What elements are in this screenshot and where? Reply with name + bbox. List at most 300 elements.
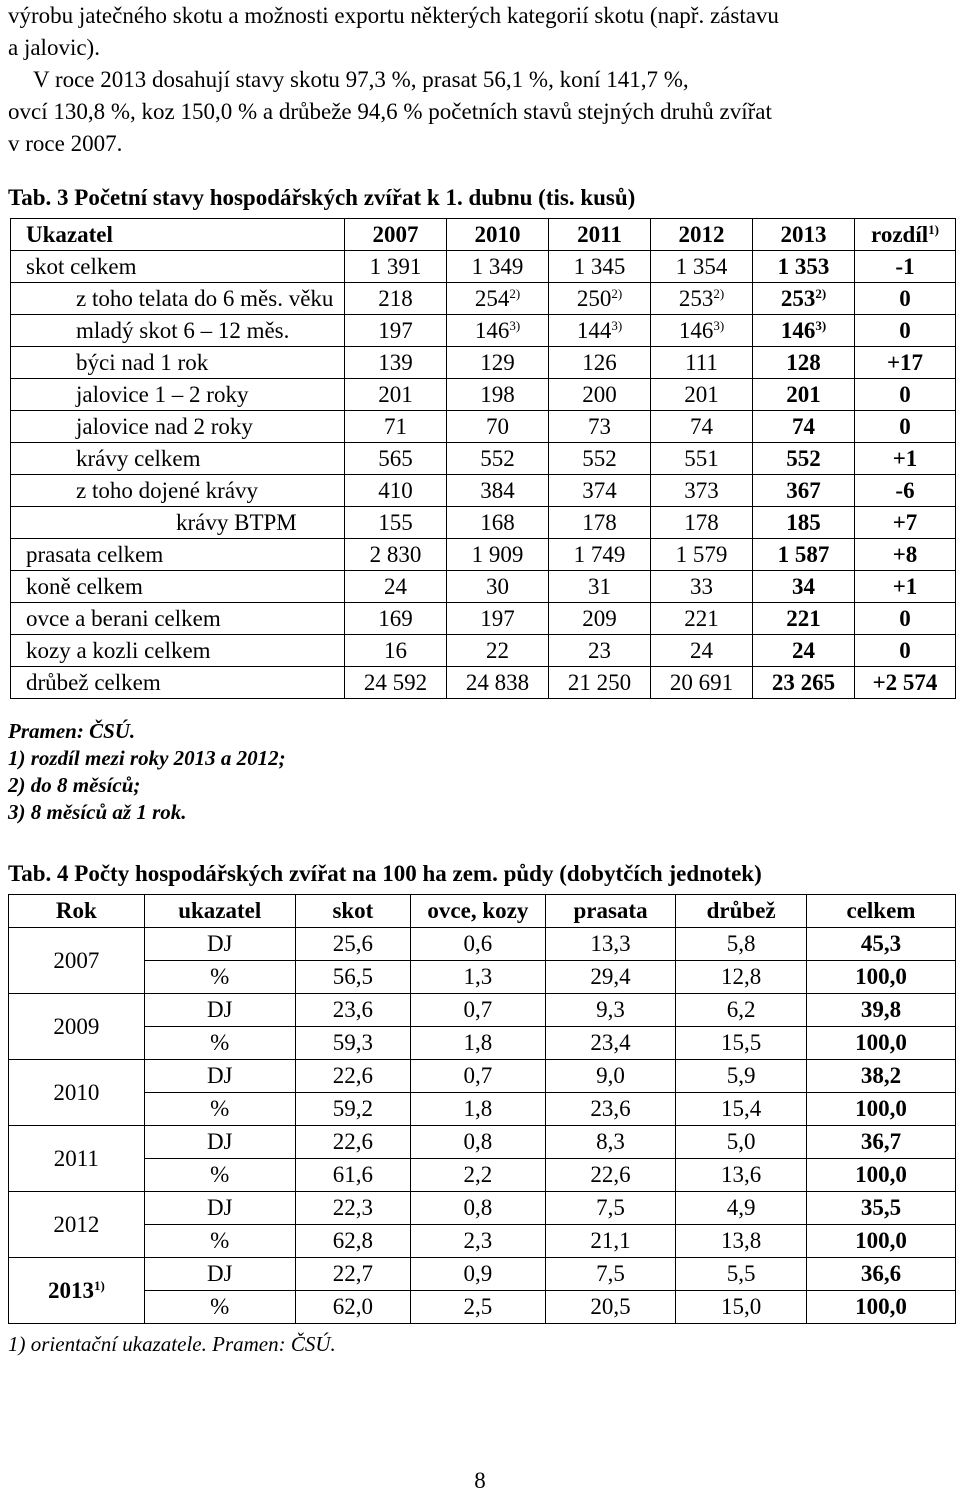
row-label: býci nad 1 rok — [11, 347, 345, 379]
table-cell — [447, 251, 549, 283]
table-cell — [855, 475, 956, 507]
total-cell: 45,3 — [806, 928, 955, 961]
table-cell — [651, 379, 753, 411]
table-cell — [753, 635, 855, 667]
cell-value: 1 579 — [675, 541, 728, 567]
table4-header-cell: ukazatel — [144, 895, 295, 928]
cell-value: 70 — [486, 413, 509, 439]
table-row — [9, 1060, 956, 1093]
table-cell — [447, 443, 549, 475]
table-cell — [549, 411, 651, 443]
table4-header-cell: Rok — [9, 895, 145, 928]
year-cell — [9, 1192, 145, 1258]
cell-value: 24 — [690, 637, 713, 663]
table-cell: 9,0 — [545, 1060, 676, 1093]
cell-value: 1 749 — [573, 541, 626, 567]
table4-header-cell: prasata — [545, 895, 676, 928]
cell-value: 374 — [582, 477, 617, 503]
cell-value: 33 — [690, 573, 713, 599]
table-cell: 22,6 — [545, 1159, 676, 1192]
table-cell: 6,2 — [676, 994, 807, 1027]
table-cell: 1,8 — [411, 1027, 546, 1060]
table-cell: 0,6 — [411, 928, 546, 961]
cell-value: 178 — [684, 509, 719, 535]
table4-caption: Tab. 4 Počty hospodářských zvířat na 100 ha zem. půdy (dobytčích jednotek) — [8, 861, 762, 886]
table-cell — [651, 411, 753, 443]
table3-header-cell: 2011 — [549, 219, 651, 251]
table-cell: 23,6 — [545, 1093, 676, 1126]
table-cell — [345, 379, 447, 411]
cell-value: 71 — [384, 413, 407, 439]
cell-value: 201 — [786, 381, 821, 407]
cell-value: 0 — [899, 381, 911, 407]
cell-value: 1 587 — [777, 541, 830, 567]
row-label: z toho dojené krávy — [11, 475, 345, 507]
table3-header-cell: 2007 — [345, 219, 447, 251]
table4 — [8, 894, 956, 1324]
table-row — [9, 1159, 956, 1192]
table-cell — [855, 347, 956, 379]
cell-value: 23 — [588, 637, 611, 663]
table3-header-cell: Ukazatel — [11, 219, 345, 251]
cell-value: 253 — [678, 285, 714, 311]
table-cell — [447, 571, 549, 603]
table-cell: 0,9 — [411, 1258, 546, 1291]
table-cell: 13,8 — [676, 1225, 807, 1258]
total-cell: 39,8 — [806, 994, 955, 1027]
table-cell — [549, 283, 651, 315]
table-cell: 0,8 — [411, 1126, 546, 1159]
table-cell — [549, 475, 651, 507]
footnote-marker: 3) — [713, 317, 725, 333]
table-cell — [651, 635, 753, 667]
table-cell — [447, 411, 549, 443]
table-cell — [549, 603, 651, 635]
table-cell — [549, 251, 651, 283]
total-cell: 36,7 — [806, 1126, 955, 1159]
cell-value: 0 — [899, 285, 911, 311]
cell-value: 21 250 — [567, 669, 632, 695]
cell-value: 126 — [582, 349, 617, 375]
intro-paragraph — [8, 0, 952, 160]
table-cell — [855, 315, 956, 347]
cell-value: 169 — [378, 605, 413, 631]
table-cell — [855, 507, 956, 539]
table-cell: 56,5 — [295, 961, 410, 994]
cell-value: +17 — [886, 349, 924, 375]
table-cell: 20,5 — [545, 1291, 676, 1324]
table-cell — [855, 539, 956, 571]
cell-value: 221 — [786, 605, 821, 631]
row-label: z toho telata do 6 měs. věku — [11, 283, 345, 315]
table-row — [11, 379, 956, 411]
table-row — [11, 443, 956, 475]
year-value: 2009 — [53, 1013, 100, 1039]
table-cell — [855, 379, 956, 411]
cell-value: -6 — [895, 477, 915, 503]
table-cell — [447, 603, 549, 635]
table4-header-cell: skot — [295, 895, 410, 928]
table-row — [11, 347, 956, 379]
table-cell: 5,8 — [676, 928, 807, 961]
total-cell: 100,0 — [806, 1291, 955, 1324]
footnote-marker: 2) — [815, 285, 827, 301]
cell-value: 384 — [480, 477, 515, 503]
cell-value: 23 265 — [771, 669, 836, 695]
total-cell: 36,6 — [806, 1258, 955, 1291]
table-cell: 2,2 — [411, 1159, 546, 1192]
table-cell: 12,8 — [676, 961, 807, 994]
cell-value: -1 — [895, 253, 915, 279]
row-label: koně celkem — [11, 571, 345, 603]
footnote-marker: 1) — [928, 221, 939, 237]
cell-value: 129 — [480, 349, 515, 375]
cell-value: 367 — [786, 477, 821, 503]
table-cell — [651, 347, 753, 379]
table-cell: 25,6 — [295, 928, 410, 961]
year-value: 2012 — [53, 1211, 100, 1237]
table-cell — [549, 507, 651, 539]
table-cell: 15,5 — [676, 1027, 807, 1060]
row-label: drůbež celkem — [11, 667, 345, 699]
cell-value: 178 — [582, 509, 617, 535]
table-cell — [447, 507, 549, 539]
cell-value: 198 — [480, 381, 515, 407]
total-cell: 100,0 — [806, 961, 955, 994]
table-cell — [753, 283, 855, 315]
cell-value: 2 830 — [369, 541, 422, 567]
note-line: 1) rozdíl mezi roky 2013 a 2012; — [8, 746, 286, 770]
table-cell — [753, 251, 855, 283]
cell-value: 0 — [899, 317, 911, 343]
table-cell — [651, 603, 753, 635]
footnote-marker: 3) — [611, 317, 623, 333]
cell-value: 0 — [899, 637, 911, 663]
table3-header-cell: 2010 — [447, 219, 549, 251]
cell-value: 20 691 — [669, 669, 734, 695]
intro-line: ovcí 130,8 %, koz 150,0 % a drůbeže 94,6 % početních stavů stejných druhů zvířat — [8, 99, 772, 124]
table-cell: 22,7 — [295, 1258, 410, 1291]
cell-value: 218 — [378, 285, 413, 311]
year-value: 2013 — [47, 1277, 94, 1303]
table-cell — [549, 571, 651, 603]
header-text: rozdíl — [871, 221, 929, 247]
cell-value: 155 — [378, 509, 413, 535]
cell-value: 1 354 — [675, 253, 728, 279]
row-label: krávy BTPM — [11, 507, 345, 539]
table-cell — [651, 539, 753, 571]
table-cell: 62,8 — [295, 1225, 410, 1258]
table-cell — [345, 507, 447, 539]
table-cell: 22,3 — [295, 1192, 410, 1225]
table-cell: 1,8 — [411, 1093, 546, 1126]
table-cell — [447, 475, 549, 507]
cell-value: 254 — [474, 285, 510, 311]
table-cell — [753, 539, 855, 571]
cell-value: +2 574 — [872, 669, 938, 695]
table-cell — [447, 635, 549, 667]
table-cell — [345, 539, 447, 571]
table-row — [11, 283, 956, 315]
table-cell — [855, 667, 956, 699]
total-cell: 100,0 — [806, 1027, 955, 1060]
year-cell — [9, 928, 145, 994]
table-cell — [753, 507, 855, 539]
table-cell — [753, 411, 855, 443]
indicator-cell: DJ — [144, 928, 295, 961]
table4-header-row — [9, 895, 956, 928]
cell-value: 74 — [690, 413, 713, 439]
indicator-cell: % — [144, 1027, 295, 1060]
table-cell — [855, 411, 956, 443]
table-cell: 1,3 — [411, 961, 546, 994]
table-cell: 0,7 — [411, 1060, 546, 1093]
table-cell: 7,5 — [545, 1258, 676, 1291]
indicator-cell: % — [144, 1225, 295, 1258]
cell-value: 552 — [480, 445, 515, 471]
indicator-cell: DJ — [144, 1060, 295, 1093]
cell-value: 146 — [780, 317, 816, 343]
intro-line: v roce 2007. — [8, 131, 123, 156]
table-cell — [855, 283, 956, 315]
total-cell: 38,2 — [806, 1060, 955, 1093]
table-row — [9, 1192, 956, 1225]
table-cell — [651, 475, 753, 507]
table-row — [9, 994, 956, 1027]
table-cell — [651, 443, 753, 475]
table-cell — [651, 667, 753, 699]
cell-value: 185 — [786, 509, 821, 535]
table-cell — [447, 315, 549, 347]
note-line: Pramen: ČSÚ. — [8, 719, 136, 743]
table3-header-cell — [855, 219, 956, 251]
cell-value: 1 345 — [573, 253, 626, 279]
table3 — [10, 218, 956, 699]
table-cell — [447, 667, 549, 699]
table-cell — [651, 283, 753, 315]
table-cell — [447, 379, 549, 411]
table-cell — [855, 603, 956, 635]
total-cell: 100,0 — [806, 1225, 955, 1258]
table-row — [11, 571, 956, 603]
table-cell: 7,5 — [545, 1192, 676, 1225]
table-cell — [753, 603, 855, 635]
table-cell — [651, 315, 753, 347]
table-cell: 13,6 — [676, 1159, 807, 1192]
table-cell — [345, 571, 447, 603]
table-cell: 59,3 — [295, 1027, 410, 1060]
table-cell — [651, 507, 753, 539]
table-cell: 22,6 — [295, 1126, 410, 1159]
year-cell — [9, 1126, 145, 1192]
footnote-marker: 2) — [509, 285, 521, 301]
year-value: 2007 — [53, 947, 100, 973]
year-value: 2011 — [53, 1145, 99, 1171]
table-cell — [345, 443, 447, 475]
cell-value: 139 — [378, 349, 413, 375]
indicator-cell: DJ — [144, 1258, 295, 1291]
year-cell — [9, 1258, 145, 1324]
table-cell: 2,3 — [411, 1225, 546, 1258]
table3-header-cell: 2013 — [753, 219, 855, 251]
year-value: 2010 — [53, 1079, 100, 1105]
cell-value: +8 — [892, 541, 918, 567]
intro-line: V roce 2013 dosahují stavy skotu 97,3 %, prasat 56,1 %, koní 141,7 %, — [33, 67, 689, 92]
intro-line: a jalovic). — [8, 35, 100, 60]
cell-value: +1 — [892, 445, 918, 471]
cell-value: 30 — [486, 573, 509, 599]
indicator-cell: % — [144, 1093, 295, 1126]
table3-header-cell: 2012 — [651, 219, 753, 251]
cell-value: 34 — [792, 573, 815, 599]
table-cell — [549, 347, 651, 379]
row-label: jalovice 1 – 2 roky — [11, 379, 345, 411]
indicator-cell: DJ — [144, 1192, 295, 1225]
cell-value: 1 391 — [369, 253, 422, 279]
table-cell: 4,9 — [676, 1192, 807, 1225]
table-row — [9, 961, 956, 994]
table-cell — [651, 251, 753, 283]
cell-value: 201 — [378, 381, 413, 407]
table-cell: 8,3 — [545, 1126, 676, 1159]
table-cell — [345, 411, 447, 443]
cell-value: 552 — [786, 445, 821, 471]
table-cell: 62,0 — [295, 1291, 410, 1324]
table-row — [11, 507, 956, 539]
cell-value: 144 — [576, 317, 612, 343]
cell-value: 410 — [378, 477, 413, 503]
table3-caption: Tab. 3 Početní stavy hospodářských zvířat k 1. dubnu (tis. kusů) — [8, 185, 636, 210]
table-cell — [855, 443, 956, 475]
cell-value: 111 — [685, 349, 718, 375]
cell-value: 1 353 — [777, 253, 830, 279]
table-row — [9, 1225, 956, 1258]
cell-value: 565 — [378, 445, 413, 471]
table-cell: 9,3 — [545, 994, 676, 1027]
table-cell — [855, 635, 956, 667]
table-cell — [447, 539, 549, 571]
row-label: krávy celkem — [11, 443, 345, 475]
cell-value: 0 — [899, 605, 911, 631]
table3-notes — [8, 718, 286, 826]
table-cell — [855, 571, 956, 603]
total-cell: 100,0 — [806, 1093, 955, 1126]
table-cell — [753, 667, 855, 699]
cell-value: 209 — [582, 605, 617, 631]
table-row — [9, 1258, 956, 1291]
footnote-marker: 2) — [611, 285, 623, 301]
footnote-marker: 3) — [815, 317, 827, 333]
table-row — [11, 315, 956, 347]
cell-value: 253 — [780, 285, 816, 311]
table-row — [9, 1291, 956, 1324]
table-cell — [753, 571, 855, 603]
total-cell: 35,5 — [806, 1192, 955, 1225]
table-row — [11, 635, 956, 667]
table4-header-cell: drůbež — [676, 895, 807, 928]
table-cell: 13,3 — [545, 928, 676, 961]
table4-header-cell: ovce, kozy — [411, 895, 546, 928]
indicator-cell: % — [144, 961, 295, 994]
table4-header-cell: celkem — [806, 895, 955, 928]
cell-value: 552 — [582, 445, 617, 471]
page-number: 8 — [474, 1468, 486, 1493]
cell-value: 146 — [474, 317, 510, 343]
table-cell — [345, 667, 447, 699]
cell-value: 24 — [792, 637, 815, 663]
table-row — [11, 603, 956, 635]
row-label: ovce a berani celkem — [11, 603, 345, 635]
year-cell — [9, 994, 145, 1060]
indicator-cell: % — [144, 1291, 295, 1324]
cell-value: 201 — [684, 381, 719, 407]
intro-line: výrobu jatečného skotu a možnosti exportu některých kategorií skotu (např. zástavu — [8, 3, 779, 28]
table-cell — [549, 443, 651, 475]
table-cell: 15,4 — [676, 1093, 807, 1126]
table-cell — [753, 315, 855, 347]
table-cell: 59,2 — [295, 1093, 410, 1126]
table-cell: 23,6 — [295, 994, 410, 1027]
cell-value: 73 — [588, 413, 611, 439]
row-label: mladý skot 6 – 12 měs. — [11, 315, 345, 347]
table-row — [11, 411, 956, 443]
table-row — [11, 475, 956, 507]
cell-value: 74 — [792, 413, 815, 439]
table-cell — [549, 539, 651, 571]
table-cell — [753, 379, 855, 411]
cell-value: 22 — [486, 637, 509, 663]
cell-value: 0 — [899, 413, 911, 439]
table-cell — [549, 635, 651, 667]
cell-value: +7 — [892, 509, 918, 535]
row-label: kozy a kozli celkem — [11, 635, 345, 667]
table-cell — [345, 603, 447, 635]
indicator-cell: DJ — [144, 994, 295, 1027]
table-cell — [549, 667, 651, 699]
cell-value: 146 — [678, 317, 714, 343]
note-line: 2) do 8 měsíců; — [8, 773, 141, 797]
cell-value: 1 349 — [471, 253, 524, 279]
table-cell — [549, 315, 651, 347]
row-label: jalovice nad 2 roky — [11, 411, 345, 443]
row-label: prasata celkem — [11, 539, 345, 571]
year-cell — [9, 1060, 145, 1126]
table-cell — [345, 347, 447, 379]
table4-footnote: 1) orientační ukazatele. Pramen: ČSÚ. — [8, 1332, 336, 1356]
table-row — [11, 251, 956, 283]
cell-value: +1 — [892, 573, 918, 599]
table-cell — [345, 251, 447, 283]
cell-value: 24 592 — [363, 669, 428, 695]
cell-value: 16 — [384, 637, 407, 663]
table-cell: 61,6 — [295, 1159, 410, 1192]
cell-value: 221 — [684, 605, 719, 631]
table-cell: 22,6 — [295, 1060, 410, 1093]
indicator-cell: % — [144, 1159, 295, 1192]
table-cell — [345, 635, 447, 667]
footnote-marker: 3) — [509, 317, 521, 333]
table-cell: 29,4 — [545, 961, 676, 994]
cell-value: 200 — [582, 381, 617, 407]
cell-value: 128 — [786, 349, 821, 375]
cell-value: 551 — [684, 445, 719, 471]
cell-value: 197 — [378, 317, 413, 343]
table-cell: 15,0 — [676, 1291, 807, 1324]
row-label: skot celkem — [11, 251, 345, 283]
table-cell: 5,0 — [676, 1126, 807, 1159]
cell-value: 24 838 — [465, 669, 530, 695]
table-cell — [447, 347, 549, 379]
